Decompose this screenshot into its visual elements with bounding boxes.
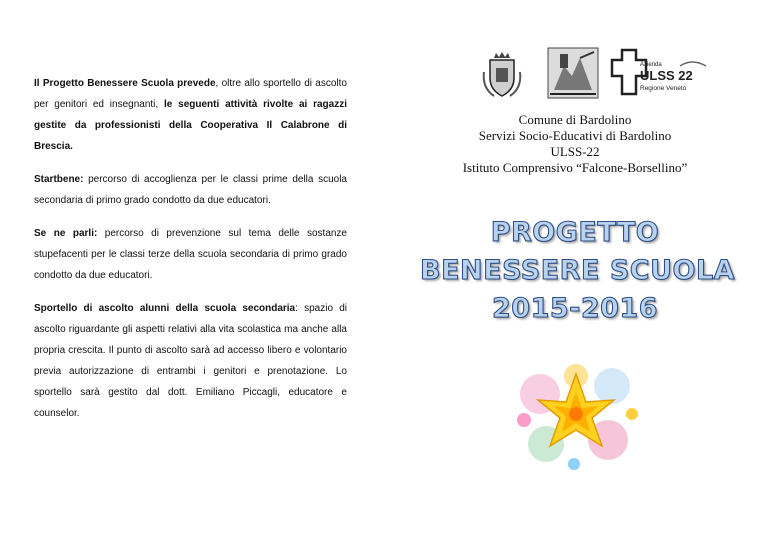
startbene-text: percorso di accoglienza per le classi prime della scuola secondaria di primo grado condotto da due educatori. [34, 174, 347, 206]
title-line-2: BENESSERE SCUOLA [420, 255, 736, 286]
org-line-4: Istituto Comprensivo “Falcone-Borsellino” [462, 160, 688, 175]
ulss-region-label: Regione Veneto [640, 85, 687, 92]
intro-bold-2: le seguenti attività rivolte ai ragazzi gestite da professionisti della Cooperativa Il Calabrone di Brescia. [34, 99, 347, 152]
separli-title: Se ne parli: [34, 228, 98, 239]
ulss-main-label: ULSS 22 [640, 68, 693, 83]
ulss-small-label: Azienda [640, 62, 662, 68]
sportello-text: : spazio di ascolto riguardante gli aspetti relativi alla vita scolastica ma anche alla propria crescita. Il punto di ascolto sarà ad accesso libero e volontario previa autorizzazione di entrambi i genitori e prenotazione. Lo sportello sarà gestito dal dott. Emiliano Piccagli, educatore e counselor. [34, 303, 347, 419]
coat-of-arms-icon [484, 52, 521, 96]
startbene-paragraph [34, 169, 347, 211]
sportello-title: Sportello di ascolto alunni della scuola secondaria [34, 303, 296, 314]
project-title [420, 214, 736, 328]
org-line-2: Servizi Socio-Educativi di Bardolino [478, 128, 672, 143]
org-line-3: ULSS-22 [550, 144, 600, 159]
separli-text: percorso di prevenzione sul tema delle sostanze stupefacenti per le classi terze della scuola secondaria di primo grado condotto da due educatori. [34, 228, 347, 281]
intro-bold-1: Il Progetto Benessere Scuola prevede [34, 78, 216, 89]
org-line-1: Comune di Bardolino [518, 112, 632, 127]
separli-paragraph [34, 223, 347, 286]
intro-paragraph [34, 73, 347, 157]
title-line-1: PROGETTO [490, 217, 660, 248]
school-emblem-icon [548, 48, 598, 98]
sportello-paragraph [34, 298, 347, 424]
logos-row [480, 44, 720, 106]
organization-block [440, 112, 710, 176]
activities-text [34, 73, 347, 436]
startbene-title: Startbene: [34, 174, 84, 185]
flower-decoration-icon [512, 356, 642, 472]
ulss-logo-icon [612, 50, 706, 94]
intro-text-1: , oltre allo sportello di ascolto per genitori ed insegnanti, [34, 78, 347, 110]
title-line-3: 2015-2016 [492, 293, 658, 324]
